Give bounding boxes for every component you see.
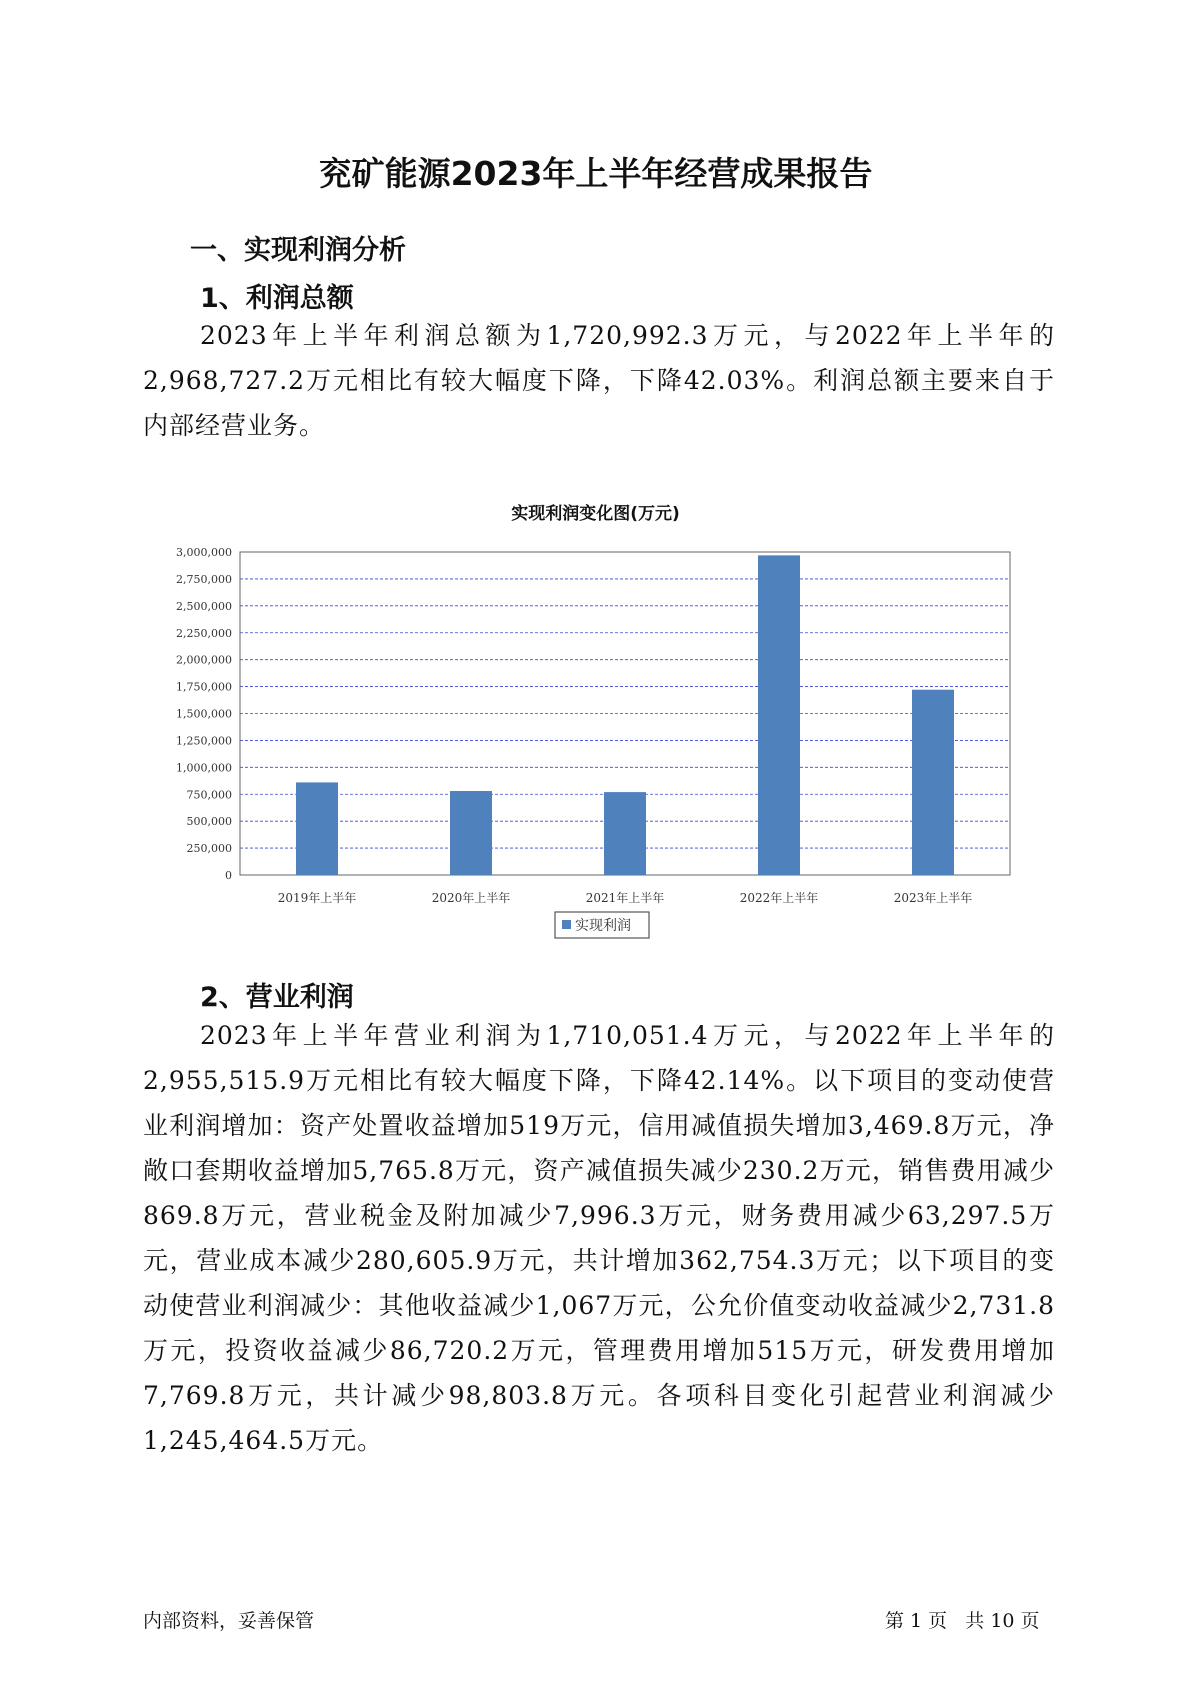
y-tick-label: 2,000,000: [176, 653, 232, 667]
bar: [912, 690, 954, 875]
y-tick-label: 750,000: [186, 788, 232, 802]
bar: [758, 555, 800, 875]
y-tick-label: 2,750,000: [176, 572, 232, 586]
legend-label: 实现利润: [575, 918, 631, 934]
y-tick-label: 0: [225, 869, 232, 882]
subheading-total-profit: 1、利润总额: [200, 283, 354, 314]
x-tick-label: 2023年上半年: [893, 891, 973, 905]
bar: [604, 792, 646, 875]
section-heading-profit-analysis: 一、实现利润分析: [190, 235, 406, 266]
y-tick-label: 500,000: [186, 815, 232, 829]
y-tick-label: 1,250,000: [176, 734, 232, 748]
y-tick-label: 250,000: [186, 842, 232, 856]
chart-title: 实现利润变化图(万元): [511, 504, 680, 524]
x-tick-label: 2020年上半年: [431, 891, 511, 905]
y-tick-label: 1,500,000: [176, 707, 232, 721]
paragraph-operating-profit: 2023年上半年营业利润为1,710,051.4万元，与2022年上半年的2,955,515.9万元相比有较大幅度下降，下降42.14%。以下项目的变动使营业利润增加：资产处置收益增加519万元，信用减值损失增加3,469.8万元，净敞口套期收益增加5,765.8万元，资产减值损失减少230.2万元，销售费用减少869.8万元，营业税金及附加减少7,996.3万元，财务费用减少63,297.5万元，营业成本减少280,605.9万元，共计增加362,754.3万元；以下项目的变动使营业利润减少：其他收益减少1,067万元，公允价值变动收益减少2,731.8万元，投资收益减少86,720.2万元，管理费用增加515万元，研发费用增加7,769.8万元，共计减少98,803.8万元。各项科目变化引起营业利润减少1,245,464.5万元。: [143, 1021, 1055, 1455]
bar: [296, 782, 338, 875]
bar: [450, 791, 492, 875]
x-tick-label: 2022年上半年: [739, 891, 819, 905]
profit-bar-chart: [150, 530, 1050, 950]
x-tick-label: 2021年上半年: [585, 891, 665, 905]
y-tick-label: 1,000,000: [176, 761, 232, 775]
y-tick-label: 2,250,000: [176, 626, 232, 640]
y-tick-label: 1,750,000: [176, 680, 232, 694]
y-tick-label: 3,000,000: [176, 546, 232, 559]
paragraph-total-profit: 2023年上半年利润总额为1,720,992.3万元，与2022年上半年的2,968,727.2万元相比有较大幅度下降，下降42.03%。利润总额主要来自于内部经营业务。: [143, 321, 1055, 440]
page-title: 兖矿能源2023年上半年经营成果报告: [318, 154, 873, 193]
footer-page-number: 第 1 页 共 10 页: [885, 1610, 1040, 1632]
y-tick-label: 2,500,000: [176, 599, 232, 613]
footer-confidential-note: 内部资料，妥善保管: [143, 1610, 315, 1632]
legend-swatch: [562, 920, 571, 929]
subheading-operating-profit: 2、营业利润: [200, 982, 354, 1013]
x-tick-label: 2019年上半年: [277, 891, 357, 905]
